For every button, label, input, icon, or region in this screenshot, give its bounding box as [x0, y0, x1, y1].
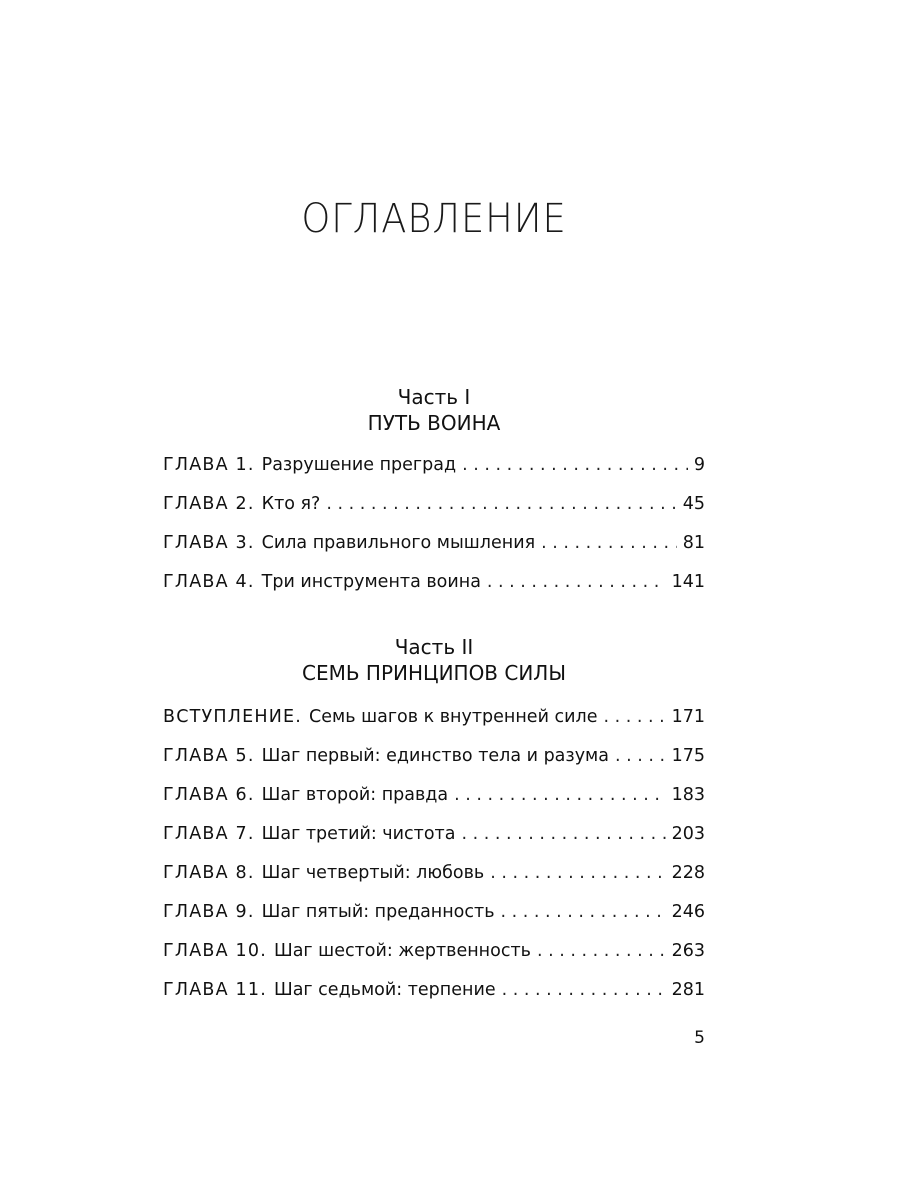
dot-leader: [487, 572, 666, 592]
toc-entry-page: 228: [671, 863, 705, 883]
part-1-name: ПУТЬ ВОИНА: [367, 411, 501, 435]
toc-entry-chapter-10[interactable]: [163, 941, 705, 980]
dot-leader: [603, 707, 665, 727]
toc-entry-title: Семь шагов к внутренней силе: [309, 707, 598, 727]
toc-entry-title: Три инструмента воина: [261, 572, 481, 592]
dot-leader: [326, 494, 676, 514]
toc-entry-page: 45: [682, 494, 705, 514]
toc-part-2-list: [163, 707, 705, 1019]
toc-entry-title: Сила правильного мышления: [261, 533, 536, 553]
part-2-name: СЕМЬ ПРИНЦИПОВ СИЛЫ: [302, 661, 566, 685]
dot-leader: [501, 902, 666, 922]
dot-leader: [537, 941, 666, 961]
toc-entry-chapter-5[interactable]: [163, 746, 705, 785]
toc-entry-label: ГЛАВА 5.: [163, 746, 255, 766]
toc-entry-page: 81: [682, 533, 705, 553]
toc-entry-label: ГЛАВА 4.: [163, 572, 255, 592]
toc-entry-title: Шаг первый: единство тела и разума: [261, 746, 609, 766]
dot-leader: [490, 863, 665, 883]
toc-entry-label: ГЛАВА 1.: [163, 455, 255, 475]
toc-entry-title: Шаг четвертый: любовь: [261, 863, 485, 883]
toc-entry-page: 9: [693, 455, 705, 475]
toc-entry-page: 141: [671, 572, 705, 592]
toc-entry-label: ГЛАВА 2.: [163, 494, 255, 514]
toc-entry-chapter-8[interactable]: [163, 863, 705, 902]
page-title: ОГЛАВЛЕНИЕ: [301, 196, 567, 242]
toc-entry-title: Шаг третий: чистота: [261, 824, 456, 844]
toc-entry-chapter-1[interactable]: [163, 455, 705, 494]
toc-entry-page: 281: [671, 980, 705, 1000]
toc-entry-label: ГЛАВА 6.: [163, 785, 255, 805]
toc-entry-title: Шаг пятый: преданность: [261, 902, 495, 922]
toc-entry-chapter-3[interactable]: [163, 533, 705, 572]
toc-entry-chapter-4[interactable]: [163, 572, 705, 611]
toc-entry-chapter-6[interactable]: [163, 785, 705, 824]
toc-entry-label: ГЛАВА 8.: [163, 863, 255, 883]
toc-entry-label: ГЛАВА 7.: [163, 824, 255, 844]
part-1-header: [0, 384, 868, 436]
toc-entry-page: 171: [671, 707, 705, 727]
part-2-number: Часть II: [394, 635, 474, 659]
toc-entry-chapter-2[interactable]: [163, 494, 705, 533]
toc-entry-chapter-9[interactable]: [163, 902, 705, 941]
toc-entry-page: 183: [671, 785, 705, 805]
toc-entry-page: 175: [671, 746, 705, 766]
toc-entry-introduction[interactable]: [163, 707, 705, 746]
toc-entry-chapter-11[interactable]: [163, 980, 705, 1019]
toc-entry-label: ГЛАВА 10.: [163, 941, 267, 961]
dot-leader: [454, 785, 665, 805]
part-2-header: [0, 634, 868, 686]
dot-leader: [541, 533, 677, 553]
toc-entry-label: ГЛАВА 9.: [163, 902, 255, 922]
toc-entry-title: Шаг шестой: жертвенность: [273, 941, 531, 961]
dot-leader: [502, 980, 666, 1000]
toc-entry-title: Шаг седьмой: терпение: [273, 980, 496, 1000]
toc-part-1-list: [163, 455, 705, 611]
toc-entry-title: Кто я?: [261, 494, 321, 514]
toc-entry-title: Разрушение преград: [261, 455, 457, 475]
toc-entry-page: 203: [671, 824, 705, 844]
toc-entry-chapter-7[interactable]: [163, 824, 705, 863]
part-1-number: Часть I: [397, 385, 471, 409]
toc-entry-label: ВСТУПЛЕНИЕ.: [163, 707, 303, 727]
dot-leader: [615, 746, 666, 766]
page-number: 5: [694, 1028, 705, 1048]
toc-entry-label: ГЛАВА 11.: [163, 980, 267, 1000]
toc-entry-label: ГЛАВА 3.: [163, 533, 255, 553]
dot-leader: [462, 455, 688, 475]
dot-leader: [461, 824, 665, 844]
toc-entry-title: Шаг второй: правда: [261, 785, 449, 805]
toc-entry-page: 263: [671, 941, 705, 961]
toc-entry-page: 246: [671, 902, 705, 922]
